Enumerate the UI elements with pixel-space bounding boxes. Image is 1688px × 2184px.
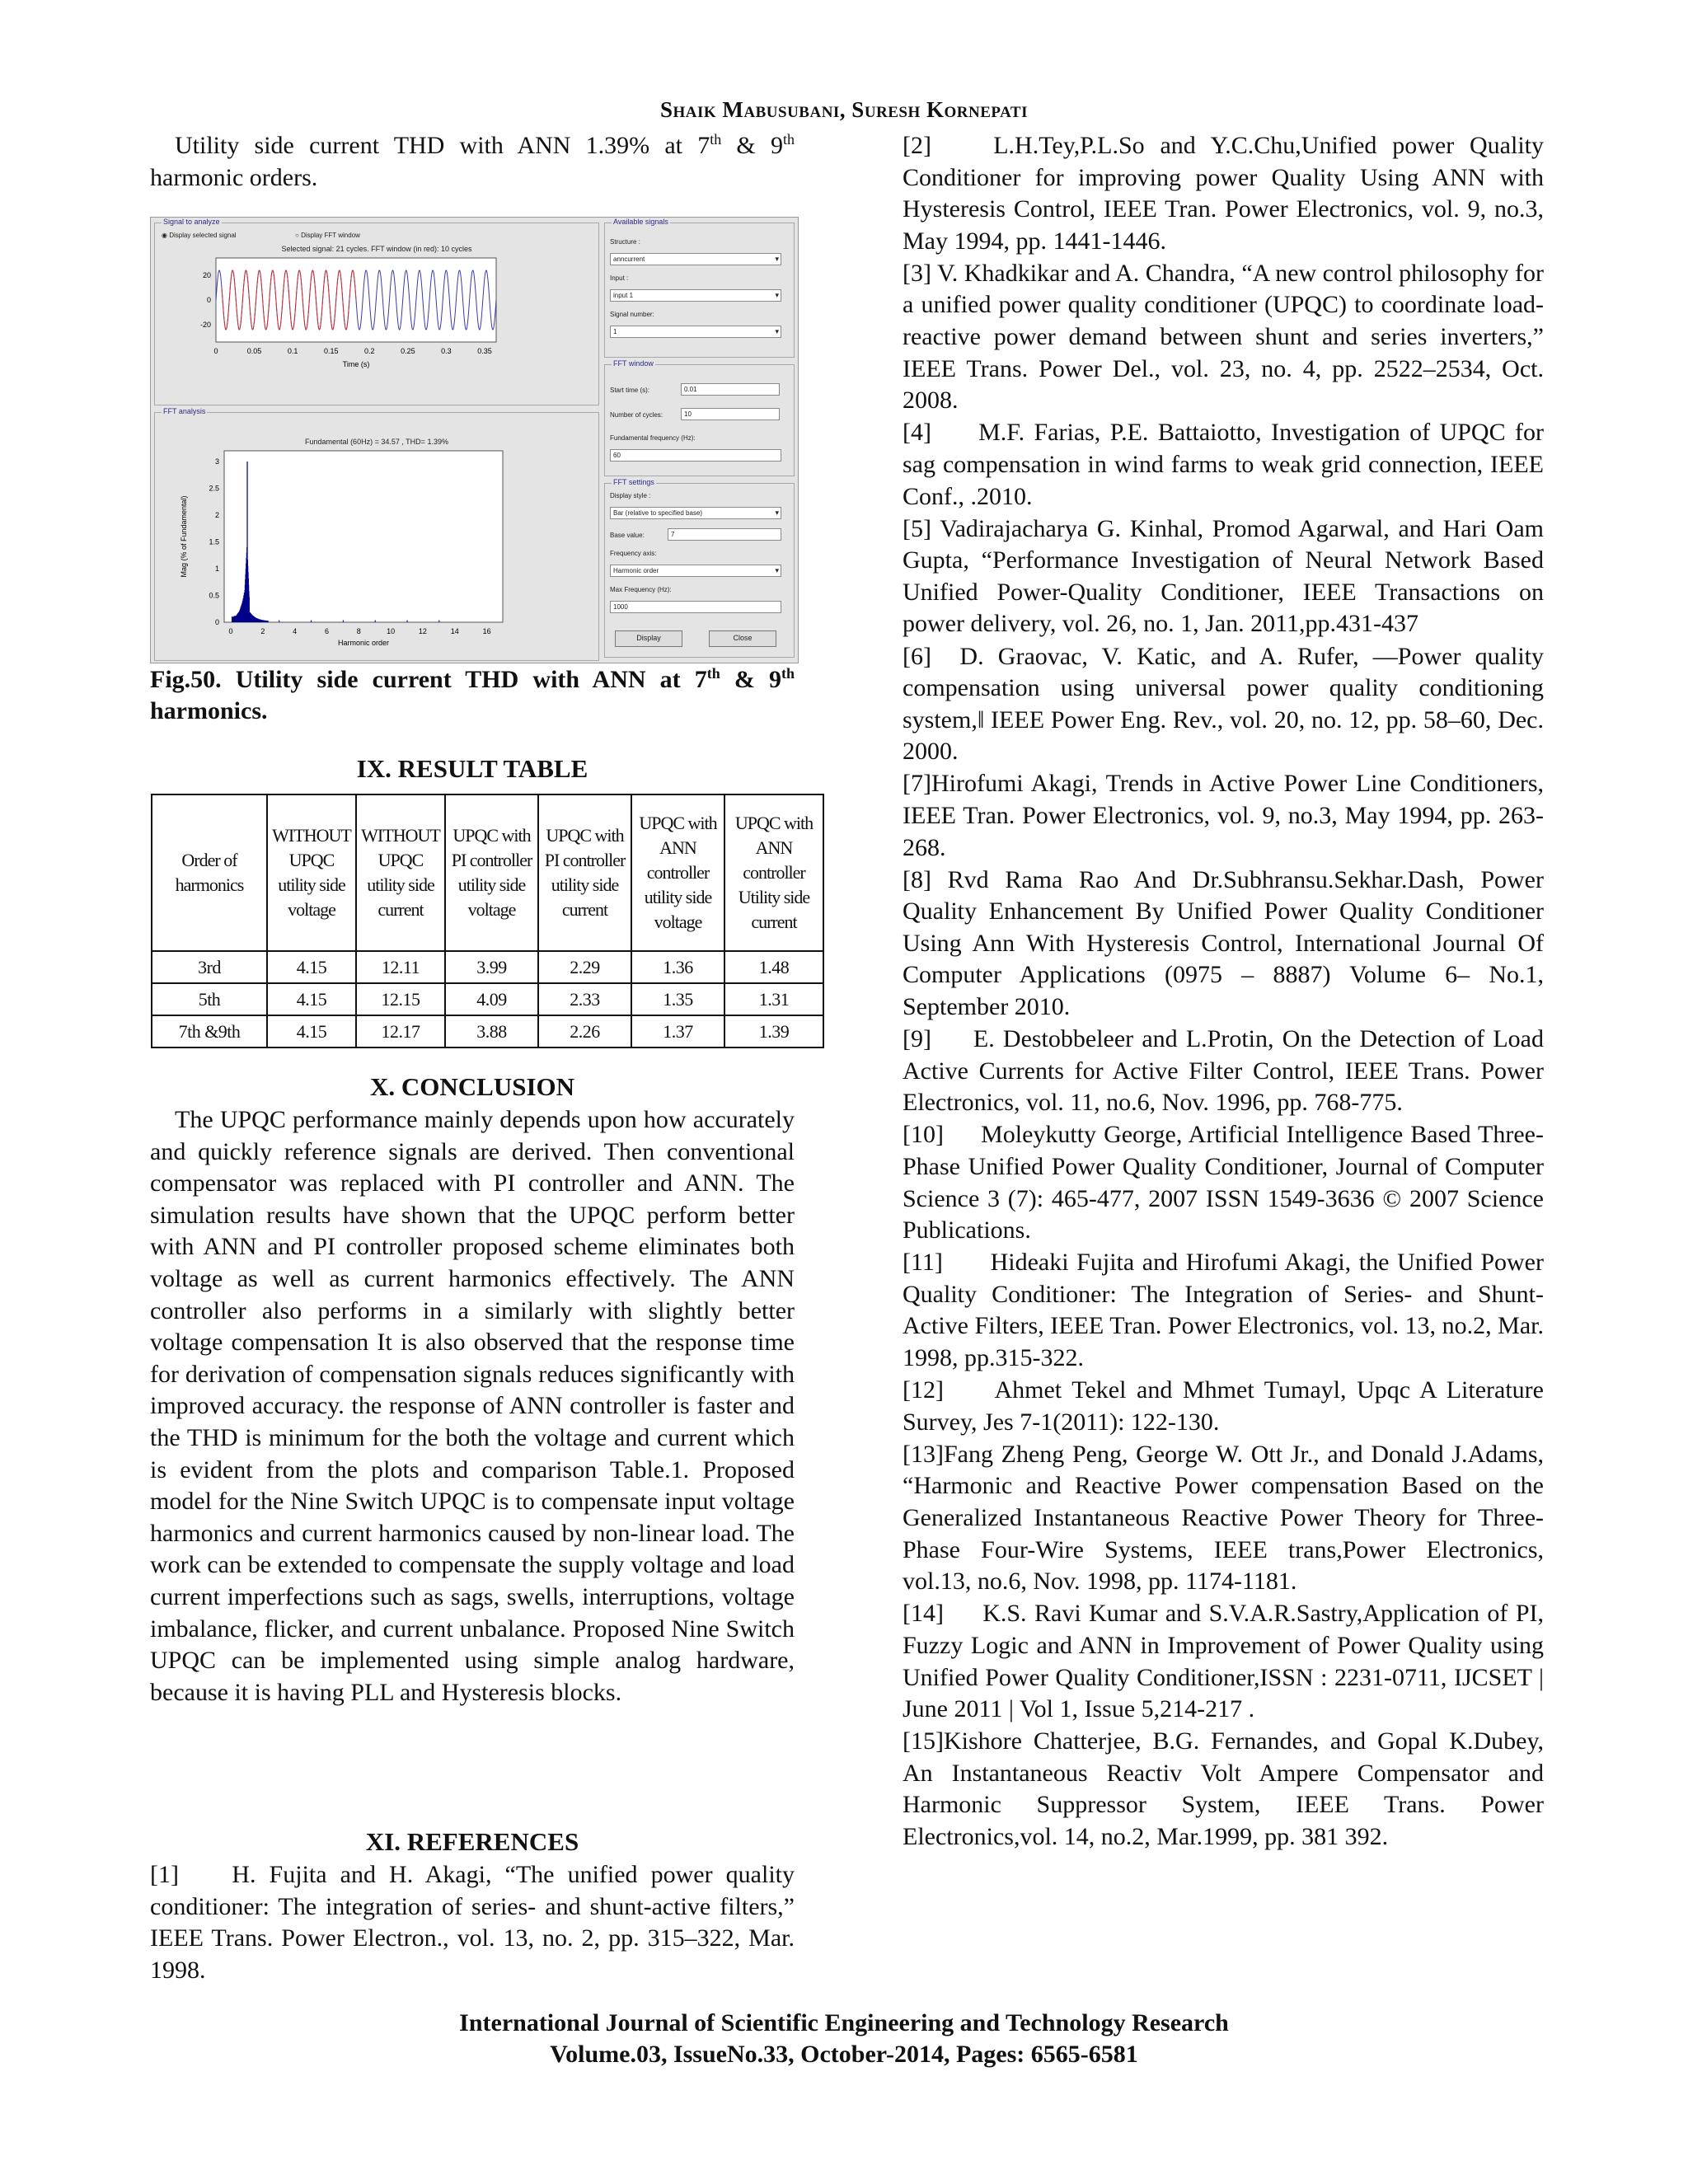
fft-ytick-label: 2 [214, 511, 219, 519]
time-xtick-label: 0.3 [441, 347, 452, 355]
time-xlabel: Time (s) [342, 360, 370, 368]
ytick-label: -20 [199, 321, 211, 329]
intro-text-mid: & 9 [721, 132, 783, 159]
fft-bar [407, 620, 408, 622]
ytick-label: 0 [206, 296, 211, 304]
display-style-label: Display style : [610, 492, 651, 499]
reference-list-right [903, 130, 1544, 1854]
table-header-cell: Order of harmonics [152, 794, 267, 951]
fft-xtick-label: 6 [324, 627, 329, 635]
table-row [152, 951, 823, 983]
fft-bar [438, 620, 439, 622]
time-signal-plot [155, 253, 598, 405]
fft-plot-axes [224, 451, 503, 622]
intro-text: Utility side current THD with ANN 1.39% at 7 [175, 132, 710, 159]
fft-ytick-label: 2.5 [209, 484, 219, 493]
conclusion-heading: X. CONCLUSION [369, 1072, 575, 1101]
display-style-dropdown[interactable]: Bar (relative to specified base) ▾ [610, 507, 781, 519]
table-cell: 1.36 [631, 951, 724, 983]
fft-xtick-label: 2 [260, 627, 265, 635]
fft-xtick-label: 12 [418, 627, 427, 635]
cycles-label: Number of cycles: [610, 411, 663, 419]
reference-item: [8] Rvd Rama Rao And Dr.Subhransu.Sekhar.Dash, Power Quality Enhancement By Unified Power Quality Conditioner Using Ann With Hysteresis Control, International Journal Of Computer Applications (0975 – 8887) Volume 6– No.1, September 2010. [903, 865, 1544, 1021]
reference-item: [6] D. Graovac, V. Katic, and A. Rufer, ―Power quality compensation using universal power quality conditioning system,‖ IEEE Power Eng. Rev., vol. 20, no. 12, pp. 58–60, Dec. 2000. [903, 642, 1544, 766]
available-signals-group [604, 218, 795, 358]
table-cell: 3.99 [445, 951, 538, 983]
table-cell: 1.37 [631, 1015, 724, 1047]
table-cell: 3.88 [445, 1015, 538, 1047]
fft-xlabel: Harmonic order [337, 639, 390, 647]
table-cell: 4.15 [267, 951, 356, 983]
ytick-label: 20 [202, 271, 211, 279]
group-title: Available signals [613, 218, 668, 226]
reference-list-left [150, 1859, 795, 1987]
table-cell: 7th &9th [152, 1015, 267, 1047]
table-row [152, 1015, 823, 1047]
intro-sup: th [710, 131, 722, 148]
table-cell: 12.15 [356, 983, 445, 1015]
group-title: FFT window [613, 359, 654, 368]
journal-footer [0, 2008, 1688, 2070]
table-header-cell: WITHOUT UPQC utility side current [356, 794, 445, 951]
running-header [0, 97, 1688, 123]
cycles-field[interactable]: 10 [681, 408, 780, 420]
max-frequency-field[interactable]: 1000 [610, 601, 781, 613]
table-header-cell: UPQC with PI controller utility side current [538, 794, 631, 951]
fft-xtick-label: 8 [356, 627, 361, 635]
caption-text: Fig.50. Utility side current THD with ANN at 7 [150, 666, 707, 693]
result-table [151, 794, 824, 1048]
table-cell: 4.15 [267, 1015, 356, 1047]
running-header-text: Shaik Mabusubani, Suresh Kornepati [659, 97, 1029, 122]
table-header-cell: UPQC with PI controller utility side voltage [445, 794, 538, 951]
time-xtick-label: 0 [213, 347, 218, 355]
fft-analysis-figure [150, 217, 799, 663]
reference-item: [7]Hirofumi Akagi, Trends in Active Power Line Conditioners, IEEE Tran. Power Electronics, vol. 9, no.3, May 1994, pp. 263-268. [903, 770, 1544, 861]
table-cell: 12.17 [356, 1015, 445, 1047]
signal-number-dropdown[interactable]: 1 ▾ [610, 326, 781, 338]
fft-bar [311, 620, 312, 622]
table-header-cell: UPQC with ANN controller utility side voltage [631, 794, 724, 951]
radio-display-fft-window: ○ Display FFT window [295, 232, 360, 239]
table-cell: 2.29 [538, 951, 631, 983]
fft-bar [268, 621, 269, 622]
table-cell: 3rd [152, 951, 267, 983]
table-cell: 2.26 [538, 1015, 631, 1047]
caption-text-post: harmonics. [150, 697, 268, 724]
reference-item: [2] L.H.Tey,P.L.So and Y.C.Chu,Unified power Quality Conditioner for improving power Quality Using ANN with Hysteresis Control, IEEE Tran. Power Electronics, vol. 9, no.3, May 1994, pp. 1441-1446. [903, 132, 1544, 255]
intro-text-post: harmonic orders. [150, 163, 318, 191]
fft-bar [375, 620, 376, 622]
reference-item: [12] Ahmet Tekel and Mhmet Tumayl, Upqc A Literature Survey, Jes 7-1(2011): 122-130. [903, 1376, 1544, 1436]
time-xtick-label: 0.05 [246, 347, 262, 355]
fundamental-frequency-label: Fundamental frequency (Hz): [610, 434, 696, 442]
structure-label: Structure : [610, 238, 640, 246]
reference-item: [3] V. Khadkikar and A. Chandra, “A new control philosophy for a unified power quality conditioner (UPQC) to coordinate load-reactive power demand between shunt and series inverters,” IEEE Trans. Power Del., vol. 23, no. 4, pp. 2522–2534, Oct. 2008. [903, 259, 1544, 415]
reference-item: [13]Fang Zheng Peng, George W. Ott Jr., and Donald J.Adams, “Harmonic and Reactive Power compensation Based on the Generalized Instantaneous Reactive Power Theory for Three-Phase Four-Wire Systems, IEEE trans,Power Electronics, vol.13, no.6, Nov. 1998, pp. 1174-1181. [903, 1440, 1544, 1596]
table-header-cell: WITHOUT UPQC utility side voltage [267, 794, 356, 951]
fft-xtick-label: 10 [387, 627, 396, 635]
time-xtick-label: 0.15 [323, 347, 339, 355]
reference-item: [4] M.F. Farias, P.E. Battaiotto, Investigation of UPQC for sag compensation in wind farms to weak grid connection, IEEE Conf., .2010. [903, 419, 1544, 510]
fundamental-frequency-field[interactable]: 60 [610, 449, 781, 462]
caption-sup: th [781, 665, 795, 682]
fft-ytick-label: 0.5 [209, 591, 219, 600]
signal-caption: Selected signal: 21 cycles. FFT window (in red): 10 cycles [281, 245, 472, 253]
footer-journal-name: International Journal of Scientific Engineering and Technology Research [459, 2009, 1229, 2036]
time-xtick-label: 0.2 [364, 347, 375, 355]
time-xtick-label: 0.1 [287, 347, 298, 355]
table-cell: 12.11 [356, 951, 445, 983]
fft-settings-group [604, 478, 795, 658]
base-value-field[interactable]: 7 [668, 528, 781, 541]
start-time-field[interactable]: 0.01 [681, 383, 780, 396]
caption-sup: th [706, 665, 720, 682]
fft-bar-plot [155, 444, 598, 660]
fft-ytick-label: 0 [214, 618, 219, 626]
signal-to-analyze-group [154, 218, 599, 405]
references-heading: XI. REFERENCES [365, 1827, 579, 1856]
start-time-label: Start time (s): [610, 387, 650, 394]
table-cell: 1.48 [724, 951, 823, 983]
base-value-label: Base value: [610, 532, 645, 539]
conclusion-text: The UPQC performance mainly depends upon how accurately and quickly reference signals are derived. Then conventional compensator was replaced with PI controller and ANN. The simulation results have shown that the UPQC perform better with ANN and PI controller proposed scheme eliminates both voltage as well as current harmonics effectively. The ANN controller also performs in a similarly with slightly better voltage compensation It is also observed that the response time for derivation of compensation signals reduces significantly with improved accuracy. the response of ANN controller is faster and the THD is minimum for the both the voltage and current which is evident from the plots and comparison Table.1. Proposed model for the Nine Switch UPQC is to compensate input voltage harmonics and current harmonics caused by non-linear load. The work can be extended to compensate the supply voltage and load current imperfections such as sags, swells, interruptions, voltage imbalance, flicker, and current unbalance. Proposed Nine Switch UPQC can be implemented using simple analog hardware, because it is having PLL and Hysteresis blocks. [150, 1106, 795, 1706]
reference-item: [1] H. Fujita and H. Akagi, “The unified power quality conditioner: The integration of series- and shunt-active filters,” IEEE Trans. Power Electron., vol. 13, no. 2, pp. 315–322, Mar. 1998. [150, 1861, 795, 1984]
table-row [152, 983, 823, 1015]
frequency-axis-dropdown[interactable]: Harmonic order ▾ [610, 565, 781, 577]
fft-analysis-group [154, 407, 599, 661]
reference-item: [5] Vadirajacharya G. Kinhal, Promod Agarwal, and Hari Oam Gupta, “Performance Investigation of Neural Network Based Unified Power-Quality Conditioner, IEEE Transactions on power delivery, vol. 26, no. 1, Jan. 2011,pp.431-437 [903, 514, 1544, 638]
table-cell: 1.31 [724, 983, 823, 1015]
max-frequency-label: Max Frequency (Hz): [610, 586, 672, 593]
close-button[interactable]: Close [709, 630, 776, 647]
fft-xtick-label: 16 [482, 627, 491, 635]
table-header-row [152, 794, 823, 951]
fft-ytick-label: 3 [214, 457, 219, 466]
fft-ytick-label: 1.5 [209, 537, 219, 546]
fft-xtick-label: 0 [228, 627, 233, 635]
time-xticks [213, 347, 491, 355]
table-cell: 1.39 [724, 1015, 823, 1047]
reference-item: [15]Kishore Chatterjee, B.G. Fernandes, and Gopal K.Dubey, An Instantaneous Reactiv Volt Ampere Compensator and Harmonic Suppressor System, IEEE Trans. Power Electronics,vol. 14, no.2, Mar.1999, pp. 381 392. [903, 1727, 1544, 1850]
structure-dropdown[interactable]: anncurrent ▾ [610, 253, 781, 265]
fft-xtick-label: 14 [450, 627, 459, 635]
footer-volume-info: Volume.03, IssueNo.33, October-2014, Pages: 6565-6581 [550, 2041, 1138, 2068]
fft-ylabel: Mag (% of Fundamental) [180, 495, 188, 578]
signal-number-label: Signal number: [610, 311, 654, 318]
table-cell: 1.35 [631, 983, 724, 1015]
input-label: Input : [610, 274, 629, 282]
table-cell: 5th [152, 983, 267, 1015]
radio-label: Display FFT window [301, 232, 360, 239]
reference-item: [10] Moleykutty George, Artificial Intelligence Based Three-Phase Unified Power Quality Conditioner, Journal of Computer Science 3 (7): 465-477, 2007 ISSN 1549-3636 © 2007 Science Publications. [903, 1121, 1544, 1244]
group-title: FFT settings [613, 478, 654, 486]
reference-item: [9] E. Destobbeleer and L.Protin, On the Detection of Load Active Currents for Active Filter Control, IEEE Trans. Power Electronics, vol. 11, no.6, Nov. 1996, pp. 768-775. [903, 1025, 1544, 1117]
fft-bar [343, 620, 344, 622]
conclusion-paragraph [150, 1104, 795, 1708]
group-title: Signal to analyze [163, 218, 220, 226]
radio-label: Display selected signal [169, 232, 237, 239]
table-cell: 2.33 [538, 983, 631, 1015]
intro-paragraph [150, 130, 795, 194]
time-xtick-label: 0.25 [401, 347, 415, 355]
frequency-axis-label: Frequency axis: [610, 550, 657, 557]
reference-item: [11] Hideaki Fujita and Hirofumi Akagi, the Unified Power Quality Conditioner: The Integration of Series- and Shunt- Active Filters, IEEE Tran. Power Electronics, vol. 13, no.2, Mar. 1998, pp.315-322. [903, 1249, 1544, 1372]
fft-caption: Fundamental (60Hz) = 34.57 , THD= 1.39% [305, 438, 448, 446]
fft-xticks [228, 627, 490, 635]
fft-window-group [604, 359, 795, 476]
display-button[interactable]: Display [615, 630, 682, 647]
radio-display-selected: ◉ Display selected signal [162, 232, 237, 239]
group-title: FFT analysis [163, 407, 206, 415]
intro-sup: th [782, 131, 795, 148]
figure-caption [150, 664, 795, 727]
table-header-cell: UPQC with ANN controller Utility side current [724, 794, 823, 951]
fft-ytick-label: 1 [214, 565, 219, 573]
caption-text-mid: & 9 [720, 666, 781, 693]
fft-xtick-label: 4 [293, 627, 298, 635]
fft-yticks [209, 457, 219, 626]
table-cell: 4.09 [445, 983, 538, 1015]
table-cell: 4.15 [267, 983, 356, 1015]
time-xtick-label: 0.35 [477, 347, 492, 355]
result-table-heading: IX. RESULT TABLE [356, 754, 588, 783]
reference-item: [14] K.S. Ravi Kumar and S.V.A.R.Sastry,Application of PI, Fuzzy Logic and ANN in Improvement of Power Quality using Unified Power Quality Conditioner,ISSN : 2231-0711, IJCSET | June 2011 | Vol 1, Issue 5,214-217 . [903, 1600, 1544, 1723]
input-dropdown[interactable]: input 1 ▾ [610, 289, 781, 302]
